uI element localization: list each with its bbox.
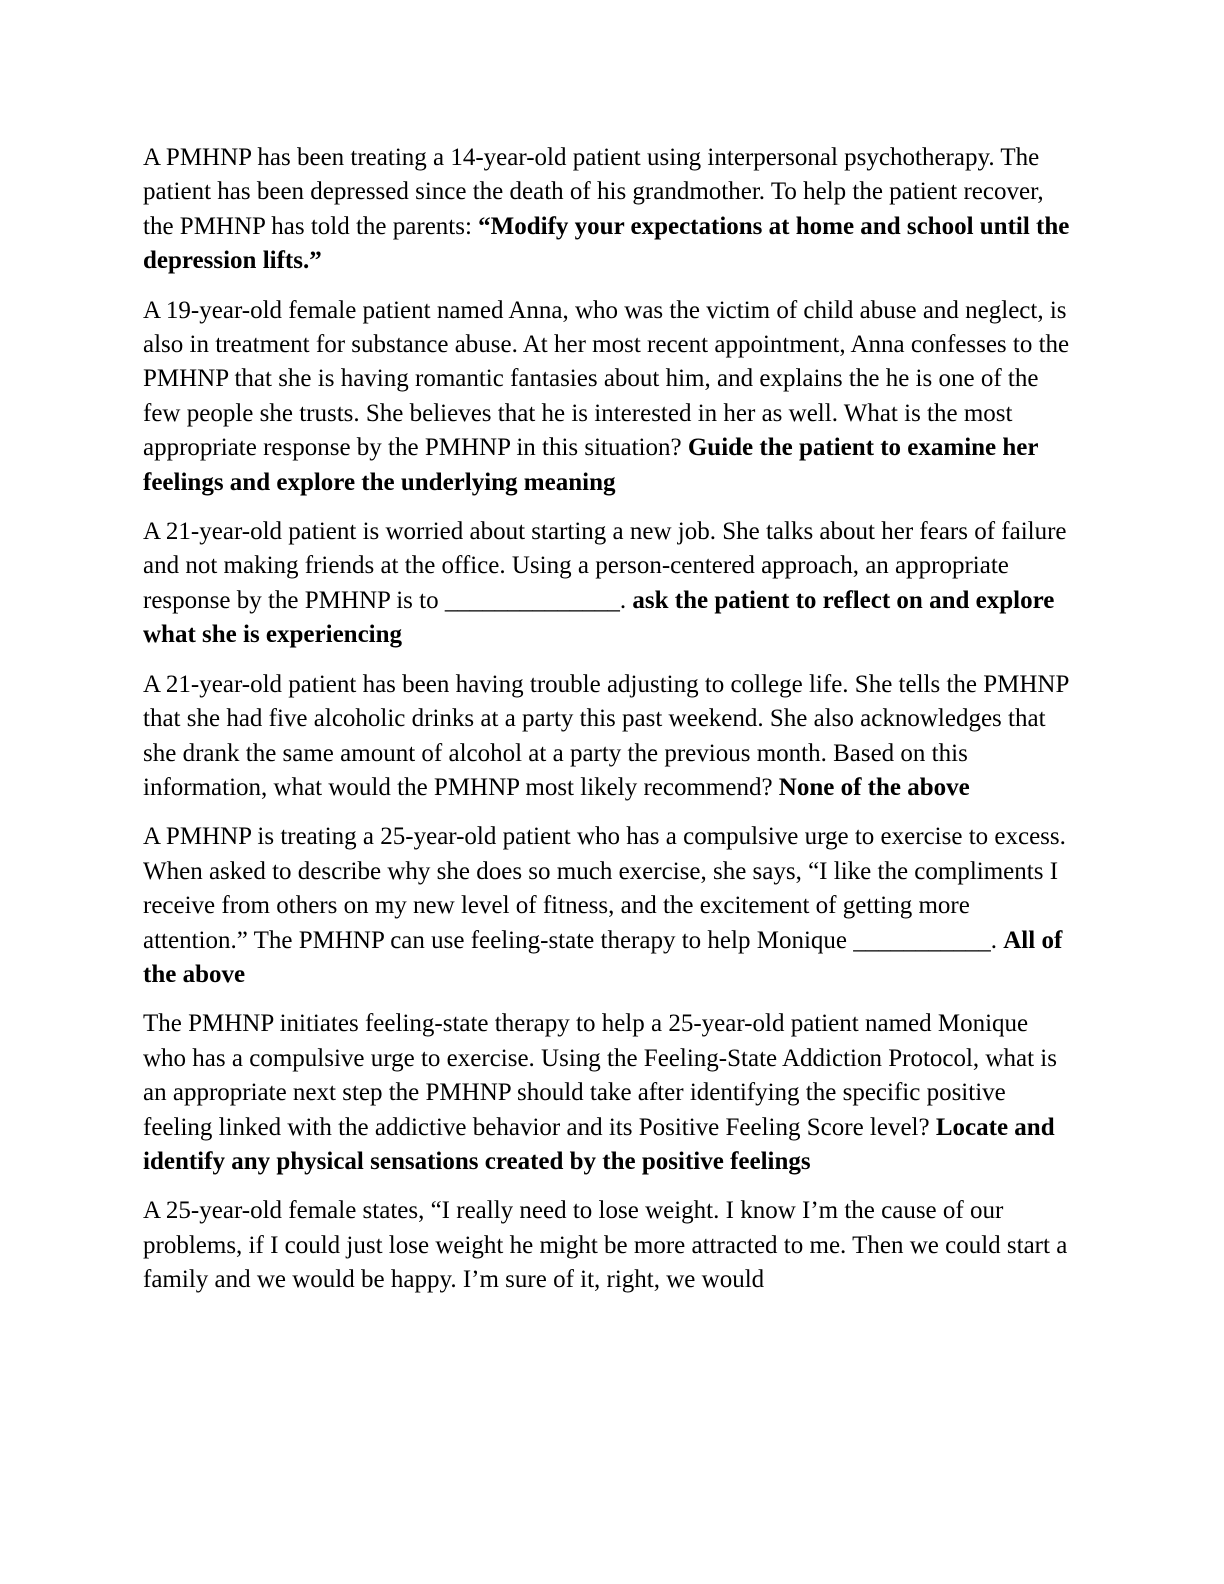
question-paragraph-5 <box>143 820 1073 992</box>
answer-text: Guide the patient to examine her feelings and explore the underlying meaning <box>143 434 1039 496</box>
question-paragraph-7 <box>143 1194 1073 1297</box>
question-text: A 25-year-old female states, “I really need to lose weight. I know I’m the cause of our problems, if I could just lose weight he might be more attracted to me. Then we could start a family and we would be happy. I’m sure of it, right, we would <box>143 1197 1068 1294</box>
question-paragraph-3 <box>143 515 1073 653</box>
question-text: A 19-year-old female patient named Anna, who was the victim of child abuse and neglect, is also in treatment for substance abuse. At her most recent appointment, Anna confesses to the PMHNP that she is having romantic fantasies about him, and explains the he is one of the few people she trusts. She believes that he is interested in her as well. What is the most appropriate response by the PMHNP in this situation? <box>143 296 1070 462</box>
document-body <box>143 141 1073 1313</box>
answer-text: “Modify your expectations at home and school until the depression lifts.” <box>143 212 1070 275</box>
question-text: A PMHNP has been treating a 14-year-old patient using interpersonal psychotherapy. The patient has been depressed since the death of his grandmother. To help the patient recover, the PMHNP has told the parents: <box>143 144 1044 240</box>
question-paragraph-2 <box>143 294 1073 500</box>
question-paragraph-4 <box>143 668 1073 806</box>
question-paragraph-6 <box>143 1007 1073 1179</box>
question-text: A 21-year-old patient has been having trouble adjusting to college life. She tells the PMHNP that she had five alcoholic drinks at a party this past weekend. She also acknowledges that she drank the same amount of alcohol at a party the previous month. Based on this information, what would the PMHNP most likely recommend? <box>143 670 1069 801</box>
answer-text: ask the patient to reflect on and explore what she is experiencing <box>143 586 1055 649</box>
question-paragraph-1 <box>143 141 1073 279</box>
question-text: A PMHNP is treating a 25-year-old patient who has a compulsive urge to exercise to excess. When asked to describe why she does so much exercise, she says, “I like the compliments I receive from others on my new level of fitness, and the excitement of getting more attention.” The PMHNP can use feeling-state therapy to help Monique ___________. <box>143 823 1066 954</box>
answer-text: All of the above <box>143 926 1063 988</box>
question-text: The PMHNP initiates feeling-state therapy to help a 25-year-old patient named Monique who has a compulsive urge to exercise. Using the Feeling-State Addiction Protocol, what is an appropriate next step the PMHNP should take after identifying the specific positive feeling linked with the addictive behavior and its Positive Feeling Score level? <box>143 1010 1057 1141</box>
question-text: A 21-year-old patient is worried about starting a new job. She talks about her fears of failure and not making friends at the office. Using a person-centered approach, an appropriate response by the PMHNP is to ______________. <box>143 518 1067 614</box>
answer-text: None of the above <box>778 773 970 801</box>
answer-text: Locate and identify any physical sensations created by the positive feelings <box>143 1113 1055 1175</box>
